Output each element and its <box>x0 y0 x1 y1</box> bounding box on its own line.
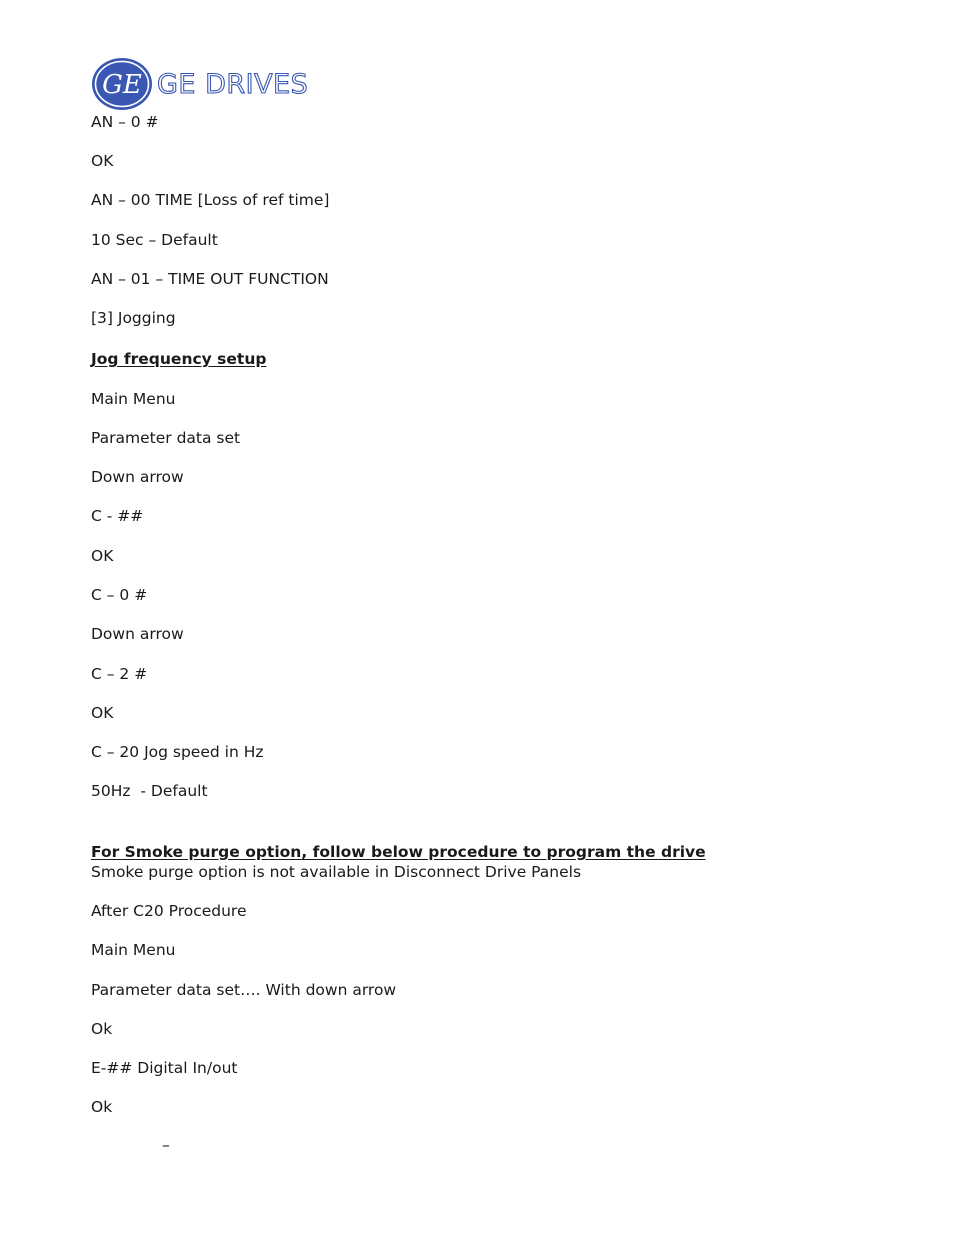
text-line: AN – 00 TIME [Loss of ref time] <box>91 191 330 209</box>
text-line: AN – 0 # <box>91 113 159 131</box>
text-line: Parameter data set <box>91 429 241 447</box>
text-line: Down arrow <box>91 625 184 643</box>
ge-drives-logo <box>91 56 308 112</box>
text-line: OK <box>91 152 114 170</box>
text-line: AN – 01 – TIME OUT FUNCTION <box>91 270 329 288</box>
logo-wordmark: GE DRIVES <box>157 68 309 100</box>
text-line: Smoke purge option is not available in Disconnect Drive Panels <box>91 863 582 881</box>
ge-monogram-logo <box>91 57 153 111</box>
section-heading-smoke-purge: For Smoke purge option, follow below procedure to program the drive <box>91 843 706 861</box>
text-line: OK <box>91 547 114 565</box>
text-line: E-## Digital In/out <box>91 1059 238 1077</box>
text-line: Parameter data set…. With down arrow <box>91 981 397 999</box>
text-line: C - ## <box>91 507 144 525</box>
section-heading-jog: Jog frequency setup <box>91 350 267 368</box>
text-line: Down arrow <box>91 468 184 486</box>
text-line: After C20 Procedure <box>91 902 247 920</box>
svg-text:GE: GE <box>102 70 142 100</box>
text-line: Ok <box>91 1098 113 1116</box>
text-line: C – 0 # <box>91 586 148 604</box>
text-line: Main Menu <box>91 390 176 408</box>
trailing-dash: – <box>162 1136 170 1154</box>
text-line: [3] Jogging <box>91 309 176 327</box>
text-line: C – 2 # <box>91 665 148 683</box>
text-line: 50Hz - Default <box>91 782 208 800</box>
text-line: Ok <box>91 1020 113 1038</box>
text-line: C – 20 Jog speed in Hz <box>91 743 264 761</box>
text-line: OK <box>91 704 114 722</box>
text-line: Main Menu <box>91 941 176 959</box>
text-line: 10 Sec – Default <box>91 231 218 249</box>
